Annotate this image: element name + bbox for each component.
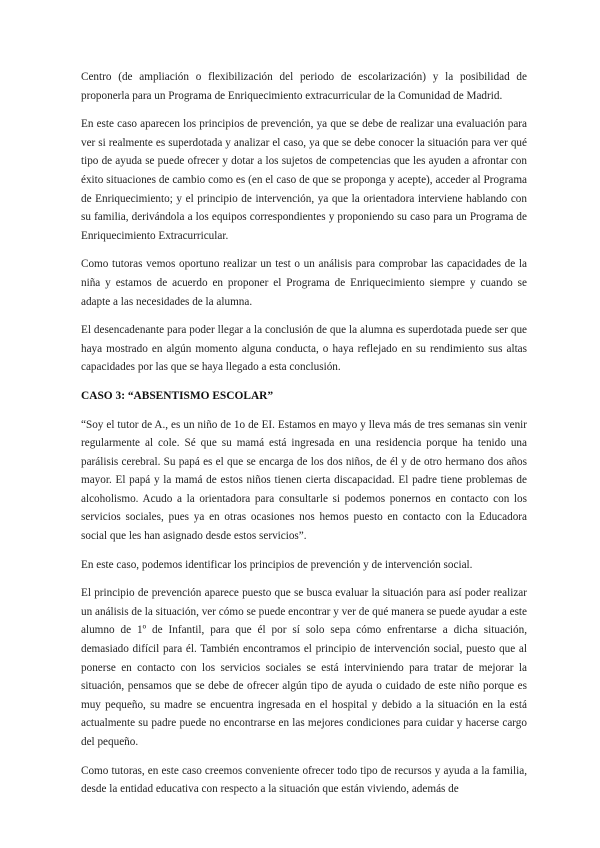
paragraph-program-proposal: Centro (de ampliación o flexibilización del periodo de escolarización) y la posibilidad de proponerla para un Programa de Enriquecimiento extracurricular de la Comunidad de Madrid. bbox=[81, 71, 527, 102]
paragraph-case-3-quote: “Soy el tutor de A., es un niño de 1o de EI. Estamos en mayo y lleva más de tres semanas sin venir regularmente al cole. Sé que su mamá está ingresada en una residencia porque ha tenido una parálisis cerebral. Su papá es el que se encarga de los dos niños, de él y de otro hermano dos años mayor. El papá y la mamá de estos niños tienen cierta discapacidad. El padre tiene problemas de alcoholismo. Acudo a la orientadora para consultarle si podemos ponernos en contacto con los servicios sociales, pues ya en otras ocasiones nos hemos puesto en contacto con la Educadora social que les han asignado desde estos servicios”. bbox=[81, 418, 527, 543]
paragraph-prevention-principle: El principio de prevención aparece puesto que se busca evaluar la situación para así poder realizar un análisis de la situación, ver cómo se puede encontrar y ver de qué manera se puede ayudar a este alumno de 1º de Infantil, para que él por sí solo sepa cómo enfrentarse a dicha situación, demasiado difícil para él. También encontramos el principio de intervención social, puesto que al ponerse en contacto con los servicios sociales se está interviniendo para tratar de mejorar la situación, pensamos que se debe de ofrecer algún tipo de ayuda o cuidado de este niño porque es muy pequeño, su madre se encuentra ingresada en el hospital y debido a la situación en la está actualmente su padre puede no encontrarse en las mejores condiciones para cuidar y hacerse cargo del pequeño. bbox=[81, 587, 527, 748]
paragraph-tutors-resources: Como tutoras, en este caso creemos conveniente ofrecer todo tipo de recursos y ayuda a la familia, desde la entidad educativa con respecto a la situación que están viviendo, además de bbox=[81, 764, 527, 796]
paragraph-principles-case-3: En este caso, podemos identificar los principios de prevención y de intervención social. bbox=[81, 558, 473, 571]
document-page bbox=[81, 68, 527, 799]
case-3-heading: CASO 3: “ABSENTISMO ESCOLAR” bbox=[81, 389, 274, 402]
paragraph-principles-case-2: En este caso aparecen los principios de prevención, ya que se debe de realizar una evaluación para ver si realmente es superdotada y analizar el caso, ya que se debe conocer la situación para ver qué tipo de ayuda se puede ofrecer y dotar a los sujetos de competencias que les ayuden a afrontar con éxito situaciones de cambio como es (en el caso de que se proponga y acepte), acceder al Programa de Enriquecimiento; y el principio de intervención, ya que la orientadora interviene hablando con su familia, derivándola a los equipos correspondientes y proponiendo su caso para un Programa de Enriquecimiento Extracurricular. bbox=[81, 118, 527, 242]
paragraph-trigger: El desencadenante para poder llegar a la conclusión de que la alumna es superdotada puede ser que haya mostrado en algún momento alguna conducta, o haya reflejado en su rendimiento sus altas capacidades por las que se haya llegado a esta conclusión. bbox=[81, 324, 527, 374]
paragraph-tutors-opinion: Como tutoras vemos oportuno realizar un test o un análisis para comprobar las capacidades de la niña y estamos de acuerdo en proponer el Programa de Enriquecimiento siempre y cuando se adapte a las necesidades de la alumna. bbox=[81, 258, 527, 308]
